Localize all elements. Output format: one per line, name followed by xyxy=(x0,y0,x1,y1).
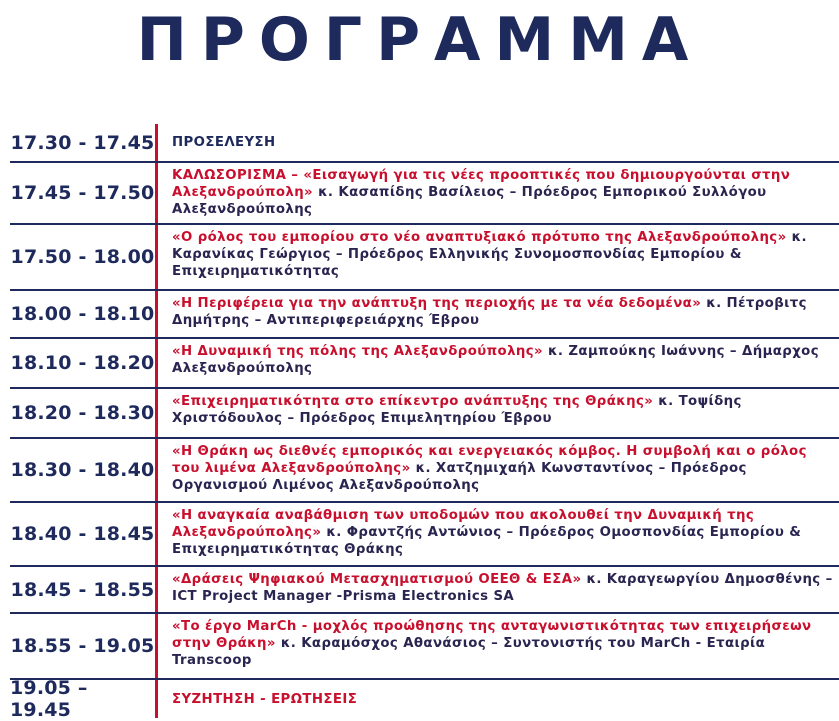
session-title: ΚΑΛΩΣΟΡΙΣΜΑ – «Εισαγωγή για τις νέες προοπτικές που δημιουργούνται στην Αλεξανδρούπολη» xyxy=(172,168,791,200)
session-description xyxy=(158,225,839,289)
time-slot: 18.30 - 18.40 xyxy=(10,459,155,481)
session-description xyxy=(158,339,839,387)
schedule-row xyxy=(10,124,839,163)
session-speaker: κ. Πέτροβιτς Δημήτρης – Αντιπεριφερειάρχης Έβρου xyxy=(172,296,807,328)
session-title: «Η Θράκη ως διεθνές εμπορικός και ενεργειακός κόμβος. Η συμβολή και ο ρόλος του λιμένα Αλεξανδρούπολης» xyxy=(172,444,807,476)
schedule-row xyxy=(10,614,839,680)
session-title: «Η Δυναμική της πόλης της Αλεξανδρούπολης» xyxy=(172,344,544,359)
session-description xyxy=(158,163,839,223)
page-title: ΠΡΟΓΡΑΜΜΑ xyxy=(136,5,703,75)
time-slot: 18.45 - 18.55 xyxy=(10,578,155,601)
session-speaker: κ. Καρανίκας Γεώργιος – Πρόεδρος Ελληνικής Συνομοσπονδίας Εμπορίου & Επιχειρηματικότητας xyxy=(172,230,807,279)
session-speaker: κ. Τοψίδης Χριστόδουλος – Πρόεδρος Επιμελητηρίου Έβρου xyxy=(172,394,742,426)
schedule-row xyxy=(10,439,839,503)
session-description xyxy=(158,439,839,501)
session-speaker: κ. Κασαπίδης Βασίλειος – Πρόεδρος Εμπορικού Συλλόγου Αλεξανδρούπολης xyxy=(172,185,767,217)
session-title: «Το έργο MarCh - μοχλός προώθησης της ανταγωνιστικότητας των επιχειρήσεων στην Θράκη» xyxy=(172,619,812,651)
schedule-row xyxy=(10,163,839,225)
schedule-row xyxy=(10,389,839,439)
session-title: «Η Περιφέρεια για την ανάπτυξη της περιοχής με τα νέα δεδομένα» xyxy=(172,296,702,311)
session-speaker: ΠΡΟΣΕΛΕΥΣΗ xyxy=(172,135,276,150)
time-slot: 17.30 - 17.45 xyxy=(10,131,155,154)
schedule-row xyxy=(10,503,839,567)
session-title: ΣΥΖΗΤΗΣΗ - ΕΡΩΤΗΣΕΙΣ xyxy=(172,691,358,707)
schedule-row xyxy=(10,225,839,291)
schedule-row xyxy=(10,339,839,389)
session-title: «Δράσεις Ψηφιακού Μετασχηματισμού ΟΕΕΘ & ΕΣΑ» xyxy=(172,572,582,587)
schedule-row xyxy=(10,291,839,339)
time-slot: 18.00 - 18.10 xyxy=(10,303,155,325)
session-description xyxy=(158,680,839,718)
schedule-row xyxy=(10,567,839,614)
session-speaker: κ. Καραγεωργίου Δημοσθένης – ICT Project Manager -Prisma Electronics SA xyxy=(172,572,833,604)
session-speaker: κ. Χατζημιχαήλ Κωνσταντίνος – Πρόεδρος Οργανισμού Λιμένος Αλεξανδρούπολης xyxy=(172,461,747,493)
time-slot: 18.20 - 18.30 xyxy=(10,402,155,424)
session-title: «Η αναγκαία αναβάθμιση των υποδομών που ακολουθεί την Δυναμική της Αλεξανδρούπολης» xyxy=(172,508,755,540)
session-speaker: κ. Ζαμπούκης Ιωάννης – Δήμαρχος Αλεξανδρούπολης xyxy=(172,344,820,376)
session-description xyxy=(158,291,839,337)
session-description xyxy=(158,503,839,565)
schedule-table xyxy=(10,124,839,721)
time-slot: 19.05 – 19.45 xyxy=(10,677,88,721)
time-slot: 18.40 - 18.45 xyxy=(10,523,155,545)
session-speaker: κ. Φραντζής Αντώνιος – Πρόεδρος Ομοσπονδίας Εμπορίου & Επιχειρηματικότητας Θράκης xyxy=(172,525,802,557)
time-slot: 18.55 - 19.05 xyxy=(10,635,155,657)
session-description xyxy=(158,614,839,678)
session-speaker: κ. Καραμόσχος Αθανάσιος – Συντονιστής του MarCh - Εταιρία Transcoop xyxy=(172,636,766,668)
session-description xyxy=(158,567,839,612)
session-title: «Επιχειρηματικότητα στο επίκεντρο ανάπτυξης της Θράκης» xyxy=(172,394,654,409)
session-description xyxy=(158,124,839,161)
session-description xyxy=(158,389,839,437)
schedule-row xyxy=(10,677,839,721)
session-title: «Ο ρόλος του εμπορίου στο νέο αναπτυξιακό πρότυπο της Αλεξανδρούπολης» xyxy=(172,230,787,245)
time-slot: 18.10 - 18.20 xyxy=(10,352,155,374)
time-slot: 17.45 - 17.50 xyxy=(10,182,155,204)
time-slot: 17.50 - 18.00 xyxy=(10,246,155,268)
